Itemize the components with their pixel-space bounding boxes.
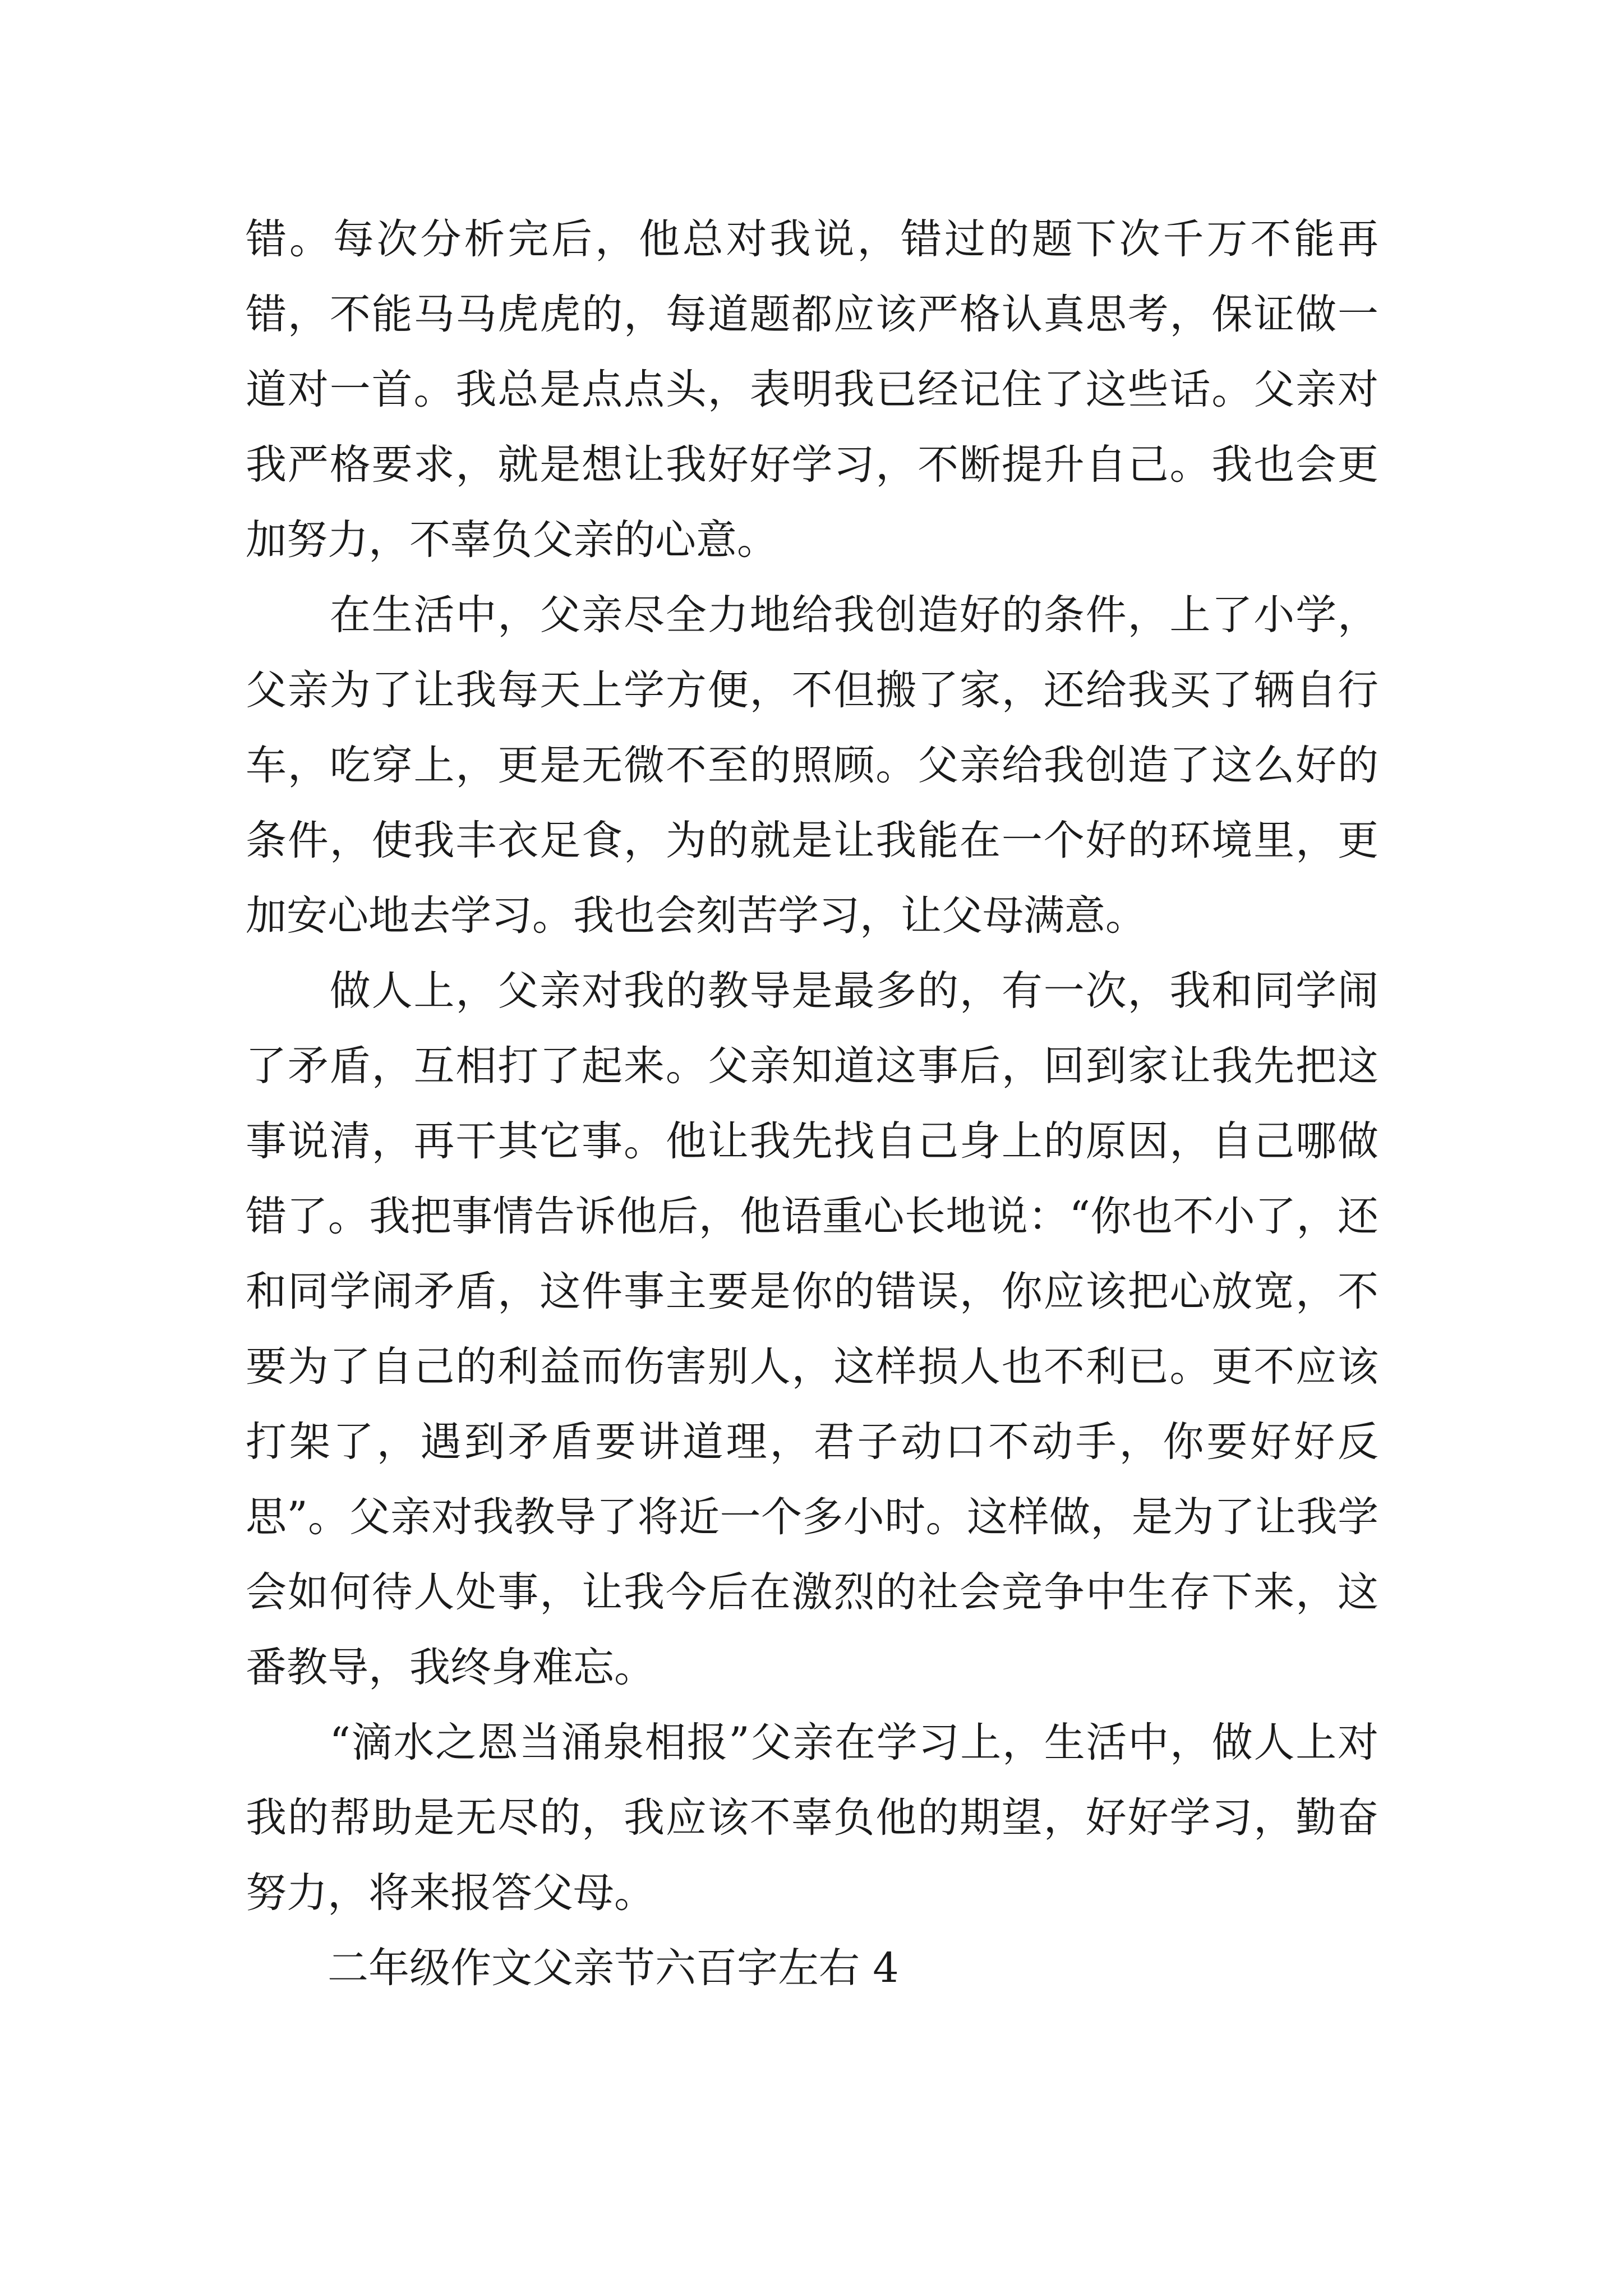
- paragraph-3: 做人上，父亲对我的教导是最多的，有一次，我和同学闹了矛盾，互相打了起来。父亲知道这事后，回到家让我先把这事说清，再干其它事。他让我先找自己身上的原因，自己哪做错了。我把事情告诉他后，他语重心长地说：“你也不小了，还和同学闹矛盾，这件事主要是你的错误，你应该把心放宽，不要为了自己的利益而伤害别人，这样损人也不利已。更不应该打架了，遇到矛盾要讲道理，君子动口不动手，你要好好反思”。父亲对我教导了将近一个多小时。这样做，是为了让我学会如何待人处事，让我今后在激烈的社会竞争中生存下来，这番教导，我终身难忘。: [246, 967, 1378, 1691]
- section-heading: 二年级作文父亲节六百字左右 4: [246, 1944, 899, 1992]
- paragraph-1: 错。每次分析完后，他总对我说，错过的题下次千万不能再错，不能马马虎虎的，每道题都应该严格认真思考，保证做一道对一首。我总是点点头，表明我已经记住了这些话。父亲对我严格要求，就是想让我好好学习，不断提升自己。我也会更加努力，不辜负父亲的心意。: [246, 215, 1378, 564]
- paragraph-2: 在生活中，父亲尽全力地给我创造好的条件，上了小学，父亲为了让我每天上学方便，不但搬了家，还给我买了辆自行车，吃穿上，更是无微不至的照顾。父亲给我创造了这么好的条件，使我丰衣足食，为的就是让我能在一个好的环境里，更加安心地去学习。我也会刻苦学习，让父母满意。: [246, 591, 1378, 940]
- paragraph-4: “滴水之恩当涌泉相报”父亲在学习上，生活中，做人上对我的帮助是无尽的，我应该不辜负他的期望，好好学习，勤奋努力，将来报答父母。: [246, 1719, 1378, 1917]
- essay-body: [246, 202, 1378, 2006]
